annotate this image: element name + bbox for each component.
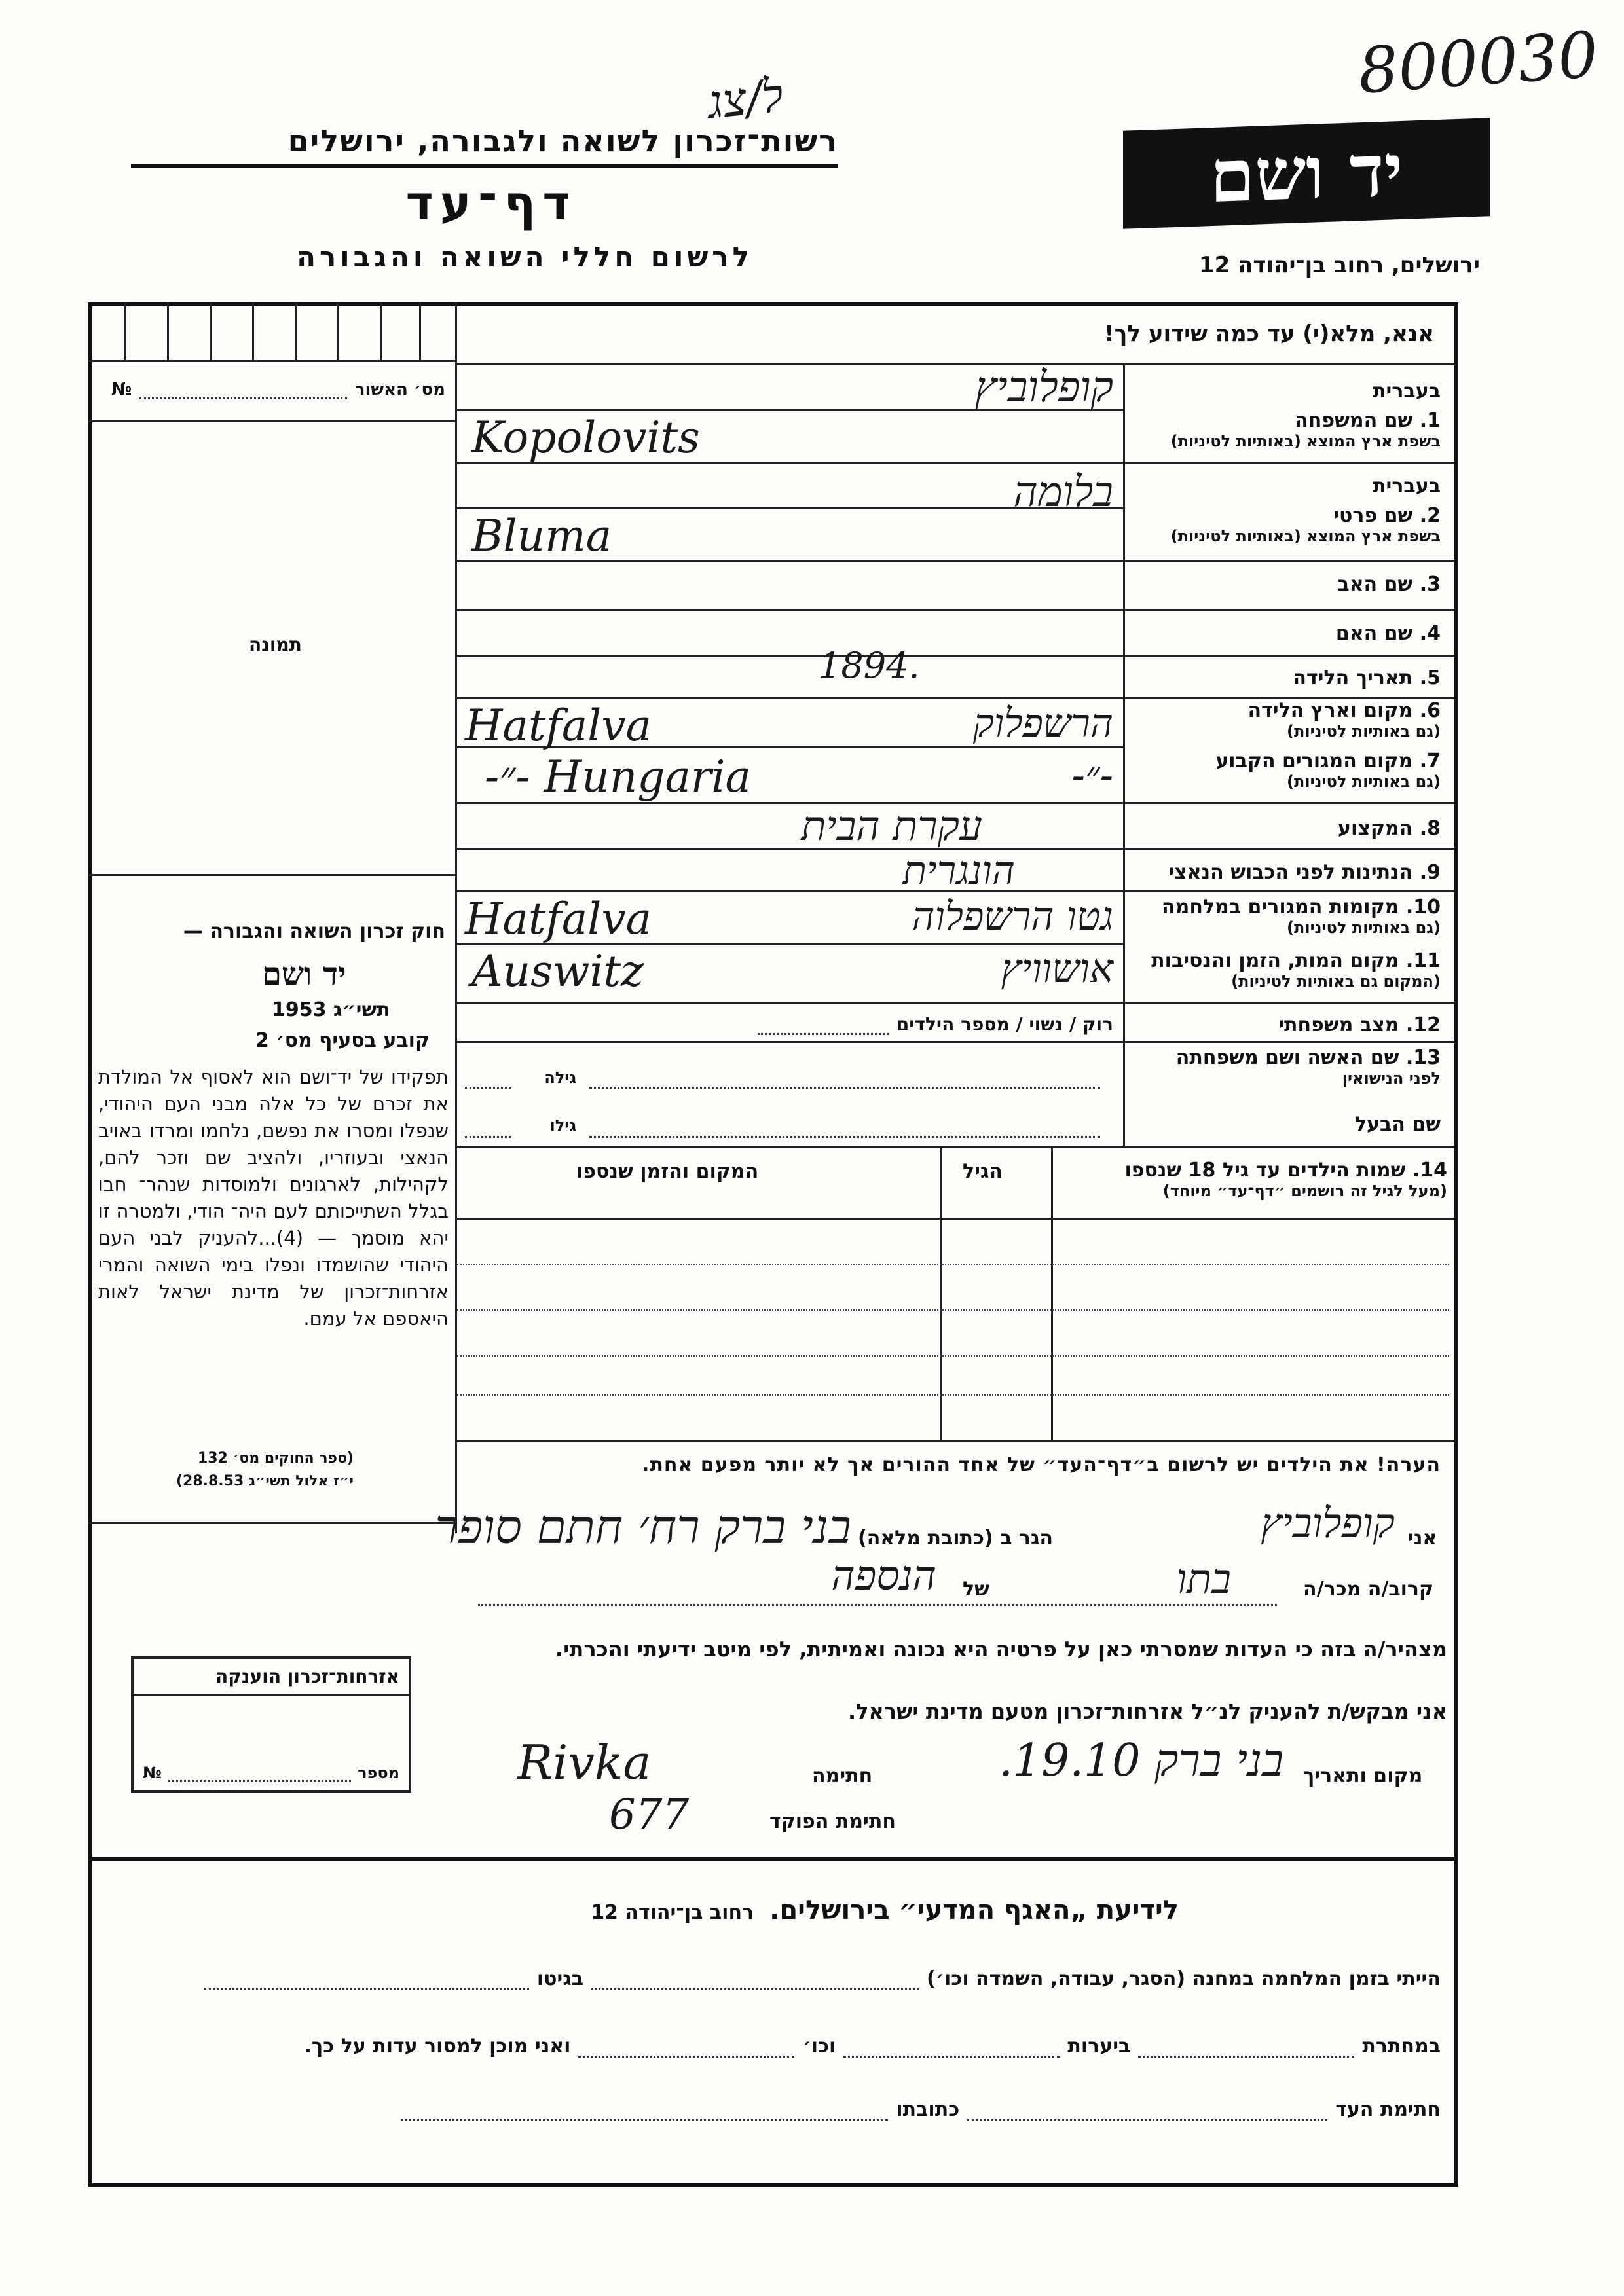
witness-signature-input[interactable] <box>967 2119 1327 2121</box>
field-10-label <box>1130 896 1441 937</box>
children-num: 14. <box>1412 1159 1447 1182</box>
field-10-latin-value[interactable]: Hatfalva <box>465 894 652 944</box>
field-12-label <box>1130 1013 1441 1036</box>
field-6-hebrew-value[interactable]: הרשפלוק <box>972 701 1113 746</box>
relative-label: קרוב/ה מכר/ה <box>1303 1578 1434 1601</box>
field-7-label <box>1130 750 1441 791</box>
field-8-label <box>1130 817 1441 840</box>
law-citation-1: (ספר החוקים מס׳ 132 <box>197 1450 354 1467</box>
bottom-line-1 <box>196 1967 1441 1990</box>
signature-value[interactable]: Rivka <box>517 1735 652 1790</box>
law-heading: חוק זכרון השואה והגבורה — <box>183 920 445 943</box>
field-1-title: שם המשפחה <box>1295 409 1413 432</box>
field-9-value[interactable]: הונגרית <box>902 848 1015 894</box>
children-note: הערה! את הילדים יש לרשום ב״דף־העד״ של אחד ההורים אך לא יותר מפעם אחת. <box>642 1453 1441 1476</box>
husband-age-input[interactable] <box>465 1136 511 1138</box>
declaration-statement: מצהיר/ה בזה כי העדות שמסרתי כאן על פרטיה היא נכונה ואמיתית, לפי מיטב ידיעתי והכרתי. <box>555 1637 1447 1662</box>
approval-number-row <box>111 380 445 399</box>
field-6-sub: (גם באותיות לטיניות) <box>1287 722 1441 740</box>
children-row[interactable] <box>457 1309 1449 1311</box>
field-4-title: שם האם <box>1335 622 1413 645</box>
husband-name-input[interactable] <box>589 1136 1100 1138</box>
authority-title: רשות־זכרון לשואה ולגבורה, ירושלים <box>131 123 838 168</box>
bottom-line-2-d: ואני מוכן למסור עדות על כך. <box>304 2035 571 2058</box>
field-9-num: 9. <box>1419 861 1441 884</box>
bottom-line-3 <box>393 2098 1441 2121</box>
field-13-title: שם האשה ושם משפחתה <box>1175 1046 1399 1069</box>
field-4-label <box>1130 622 1441 645</box>
field-6-title: מקום וארץ הלידה <box>1247 699 1413 722</box>
field-8-title: המקצוע <box>1337 817 1413 840</box>
of-label: של <box>963 1578 989 1601</box>
declaration-resides-label: הגר ב (כתובת מלאה) <box>858 1527 1054 1550</box>
approval-field[interactable] <box>139 380 347 399</box>
field-13-age-input[interactable] <box>465 1087 511 1089</box>
bottom-line-2-a: במחתרת <box>1362 2035 1441 2058</box>
archive-number: 800030 <box>1356 18 1600 108</box>
camp-input[interactable] <box>591 1988 919 1990</box>
children-col-place: המקום והזמן שנספו <box>576 1160 759 1183</box>
field-7-hebrew-value[interactable]: -״- <box>1071 753 1113 799</box>
field-13-name-input[interactable] <box>589 1087 1100 1089</box>
field-2-title: שם פרטי <box>1333 504 1413 527</box>
field-2-latin-value[interactable]: Bluma <box>471 511 612 561</box>
field-2-hebrew-value[interactable]: בלומה <box>1013 468 1113 517</box>
citizenship-box <box>131 1656 411 1793</box>
field-8-value[interactable]: עקרת הבית <box>801 802 982 850</box>
declaration-ani: אני <box>1408 1527 1437 1550</box>
document-title: דף־עד <box>405 175 577 230</box>
field-10-num: 10. <box>1405 896 1441 919</box>
citizenship-box-number-symbol: № <box>143 1764 162 1782</box>
children-title: שמות הילדים עד גיל 18 שנספו <box>1124 1159 1406 1182</box>
bottom-heading-row <box>458 1895 1179 1925</box>
law-logo: יד ושם <box>262 956 346 993</box>
declaration-name[interactable]: קופלוביץ <box>1261 1499 1395 1547</box>
field-11-title: מקום המות, הזמן והנסיבות <box>1151 949 1399 972</box>
bottom-line-3-b: כתובתו <box>896 2098 960 2121</box>
field-6-num: 6. <box>1419 699 1441 722</box>
officer-label: חתימת הפוקד <box>769 1810 896 1833</box>
field-7-sub: (גם באותיות לטיניות) <box>1287 773 1441 791</box>
field-9-label <box>1130 861 1441 884</box>
field-13-label <box>1130 1046 1441 1087</box>
children-header <box>1054 1159 1447 1200</box>
witness-address-input[interactable] <box>401 2119 888 2121</box>
approval-label: מס׳ האשור <box>354 380 445 399</box>
approval-no-symbol: № <box>111 380 132 399</box>
logo-text: יד ושם <box>1209 127 1403 219</box>
children-row[interactable] <box>457 1355 1449 1357</box>
bottom-line-2-c: וכו׳ <box>802 2035 836 2058</box>
husband-age-label: גילו <box>549 1116 576 1135</box>
signature-label: חתימה <box>812 1764 873 1787</box>
place-date-label: מקום ותאריך <box>1303 1764 1423 1787</box>
field-5-value[interactable]: 1894. <box>819 645 920 686</box>
field-11-hebrew-value[interactable]: אושוויץ <box>1001 946 1113 992</box>
field-6-latin-value[interactable]: Hatfalva <box>465 701 652 751</box>
field-11-label <box>1130 949 1441 991</box>
document-subtitle: לרשום חללי השואה והגבורה <box>297 241 753 273</box>
children-sub: (מעל לגיל זה רושמים ״דף־עד״ מיוחד) <box>1162 1182 1447 1200</box>
form-instructions: אנא, מלא(י) עד כמה שידוע לך! <box>1104 321 1434 347</box>
of-value[interactable]: הנספה <box>831 1552 936 1599</box>
declaration-address[interactable]: בני ברק רח׳ חתם סופר <box>435 1499 851 1554</box>
field-12-title: מצב משפחתי <box>1278 1013 1399 1036</box>
bottom-line-1-a: הייתי בזמן המלחמה במחנה (הסגר, עבודה, השמדה וכו׳) <box>927 1967 1441 1990</box>
law-citation-2: י״ז אלול תשי״ג 28.8.53) <box>175 1473 354 1489</box>
field-4-num: 4. <box>1419 622 1441 645</box>
bottom-line-1-b: בגיטו <box>536 1967 584 1990</box>
field-8-num: 8. <box>1419 817 1441 840</box>
ghetto-input[interactable] <box>204 1988 529 1990</box>
field-1-label <box>1130 380 1441 450</box>
bottom-line-3-a: חתימת העד <box>1335 2098 1441 2121</box>
field-2-num: 2. <box>1419 504 1441 527</box>
field-1-latin-value[interactable]: Kopolovits <box>471 412 700 463</box>
bottom-line-2-b: ביערות <box>1067 2035 1131 2058</box>
field-1-sub: בשפת ארץ המוצא (באותיות לטיניות) <box>1170 432 1441 450</box>
relative-value[interactable]: בתו <box>1176 1555 1231 1603</box>
citizenship-request: אני מבקש/ת להעניק לנ״ל אזרחות־זכרון מטעם מדינת ישראל. <box>848 1699 1447 1724</box>
citizenship-box-number-row <box>143 1764 399 1782</box>
law-body: תפקידו של יד־ושם הוא לאסוף אל המולדת את זכרם של כל אלה מבני העם היהודי, שנפלו ומסרו את נפשם, נלחמו ומרדו באויב הנאצי ובעוזריו, ולהציב שם וזכר להם, לקהילות, לארגונים ולמוסדות שנהר־ חבו בגלל השתייכותם לעם היה־ הודי, ולמטרה זו יהא מוסמך — (4)...להעניק לבני העם היהודי שהושמדו ונפלו בימי השואה והמרי אזרחות־זכרון של מדינת ישראל לאות היאספם אל עמם. <box>98 1066 449 1330</box>
field-12-options-row <box>661 1013 1113 1035</box>
field-12-num: 12. <box>1405 1013 1441 1036</box>
children-col-age: הגיל <box>963 1160 1003 1183</box>
other-input[interactable] <box>578 2056 794 2058</box>
field-5-num: 5. <box>1419 666 1441 689</box>
field-3-title: שם האב <box>1337 573 1413 596</box>
bottom-address: רחוב בן־יהודה 12 <box>591 1901 754 1924</box>
field-13-num: 13. <box>1405 1046 1441 1069</box>
field-1-num: 1. <box>1419 409 1441 432</box>
field-3-label <box>1130 573 1441 596</box>
field-6-label <box>1130 699 1441 740</box>
yad-vashem-logo <box>1123 118 1490 229</box>
bottom-heading: לידיעת „האגף המדעי״ בירושלים. <box>769 1895 1179 1925</box>
children-row[interactable] <box>457 1394 1449 1396</box>
field-11-sub: (המקום גם באותיות לטיניות) <box>1231 972 1441 991</box>
place-date-value[interactable]: בני ברק 19.10. <box>999 1735 1283 1787</box>
citizenship-box-number-label: מספר <box>358 1764 399 1782</box>
field-10-title: מקומות המגורים במלחמה <box>1162 896 1399 919</box>
photo-label: תמונה <box>249 634 302 655</box>
field-7-title: מקום המגורים הקבוע <box>1215 750 1413 773</box>
field-7-num: 7. <box>1419 750 1441 773</box>
field-2-lang-label: בעברית <box>1373 475 1441 498</box>
field-2-sub: בשפת ארץ המוצא (באותיות לטיניות) <box>1170 527 1441 545</box>
field-12-options: רוק / נשוי / מספר הילדים <box>896 1013 1113 1035</box>
forests-input[interactable] <box>843 2056 1060 2058</box>
children-row[interactable] <box>457 1264 1449 1265</box>
field-2-label <box>1130 475 1441 545</box>
bottom-line-2 <box>98 2035 1441 2058</box>
field-5-label <box>1130 666 1441 689</box>
officer-value[interactable]: 677 <box>609 1791 690 1839</box>
law-year: תשי״ג 1953 <box>272 998 390 1021</box>
handwritten-ref: ל/צג <box>704 68 786 130</box>
field-12-children-count[interactable] <box>758 1013 889 1035</box>
field-11-num: 11. <box>1405 949 1441 972</box>
field-1-lang-label: בעברית <box>1373 380 1441 403</box>
field-10-sub: (גם באותיות לטיניות) <box>1287 919 1441 937</box>
field-3-num: 3. <box>1419 573 1441 596</box>
husband-label: שם הבעל <box>1354 1113 1441 1136</box>
field-5-title: תאריך הלידה <box>1293 666 1413 689</box>
underground-input[interactable] <box>1138 2056 1354 2058</box>
citizenship-box-title: אזרחות־זכרון הוענקה <box>134 1659 409 1696</box>
address: ירושלים, רחוב בן־יהודה 12 <box>1198 252 1480 278</box>
field-7-latin-value[interactable]: -״- Hungaria <box>485 752 751 802</box>
field-13-sub: לפני הנישואין <box>1342 1069 1441 1087</box>
field-11-latin-value[interactable]: Auswitz <box>471 946 644 996</box>
field-10-hebrew-value[interactable]: גטו הרשפלוה <box>912 894 1113 939</box>
citizenship-box-number-input[interactable] <box>168 1764 351 1782</box>
field-13-age-label: גילה <box>544 1068 576 1087</box>
field-9-title: הנתינות לפני הכבוש הנאצי <box>1168 861 1413 884</box>
law-clause: קובע בסעיף מס׳ 2 <box>255 1029 430 1052</box>
field-1-hebrew-value[interactable]: קופלוביץ <box>974 363 1113 412</box>
